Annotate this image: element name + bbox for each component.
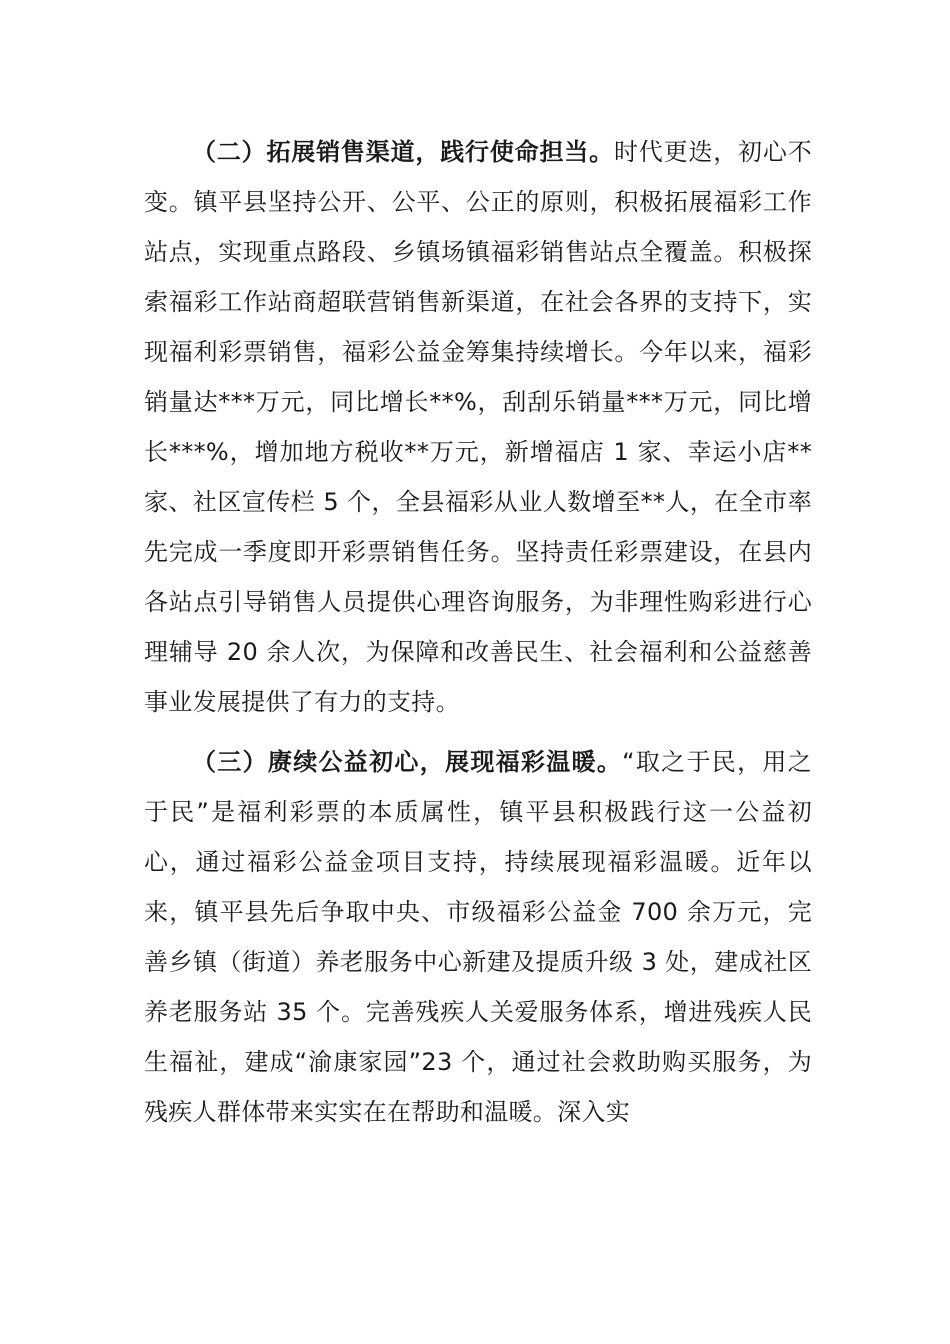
- section-3-body: “取之于民，用之于民”是福利彩票的本质属性，镇平县积极践行这一公益初心，通过福彩公益金项目支持，持续展现福彩温暖。近年以来，镇平县先后争取中央、市级福彩公益金 700 余万元，完善乡镇（街道）养老服务中心新建及提质升级 3 处，建成社区养老服务站 35 个。完善残疾人关爱服务体系，增进残疾人民生福祉，建成“渝康家园”23 个，通过社会救助购买服务，为残疾人群体带来实实在在帮助和温暖。深入实: [144, 748, 812, 1126]
- document-page: [144, 127, 812, 1137]
- section-2-body: 时代更迭，初心不变。镇平县坚持公开、公平、公正的原则，积极拓展福彩工作站点，实现重点路段、乡镇场镇福彩销售站点全覆盖。积极探索福彩工作站商超联营销售新渠道，在社会各界的支持下，实现福利彩票销售，福彩公益金筹集持续增长。今年以来，福彩销量达***万元，同比增长**%，刮刮乐销量***万元，同比增长***%，增加地方税收**万元，新增福店 1 家、幸运小店**家、社区宣传栏 5 个，全县福彩从业人数增至**人，在全市率先完成一季度即开彩票销售任务。坚持责任彩票建设，在县内各站点引导销售人员提供心理咨询服务，为非理性购彩进行心理辅导 20 余人次，为保障和改善民生、社会福利和公益慈善事业发展提供了有力的支持。: [144, 138, 812, 716]
- section-2-heading: （二）拓展销售渠道，践行使命担当。: [192, 138, 614, 166]
- paragraph-section-2: [144, 127, 812, 727]
- section-3-heading: （三）赓续公益初心，展现福彩温暖。: [192, 748, 623, 776]
- paragraph-section-3: [144, 737, 812, 1137]
